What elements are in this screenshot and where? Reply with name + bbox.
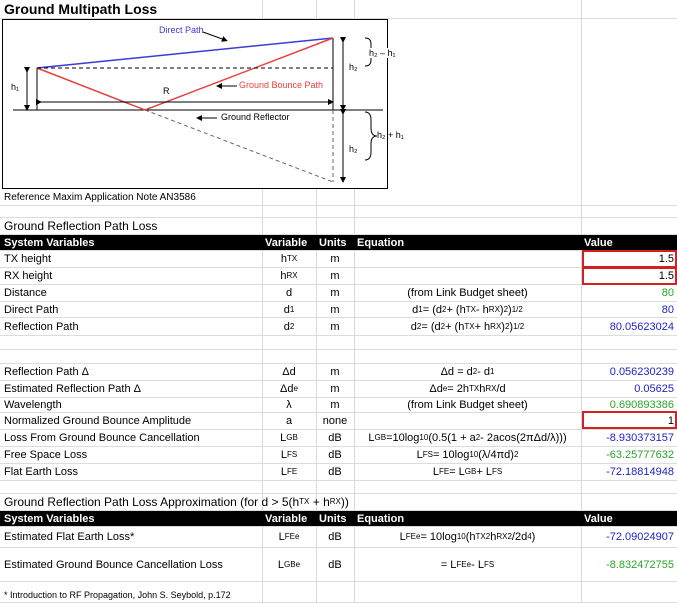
variable-value: 0.690893386 — [609, 399, 674, 411]
section2-title: Ground Reflection Path Loss Approximation (for d > 5(h TX + h RX )) — [4, 495, 349, 509]
variable-symbol: d — [285, 287, 293, 299]
header-system-variables: System Variables — [4, 512, 95, 525]
ground-reflector-label: Ground Reflector — [221, 112, 290, 122]
table-row — [0, 548, 677, 582]
footnote-row — [0, 588, 677, 603]
variable-equation: L FE = L GB + L FS — [432, 466, 503, 478]
variable-symbol: h RX — [280, 270, 298, 282]
variable-value[interactable]: 1.5 — [658, 270, 674, 282]
variable-symbol: d 1 — [283, 303, 295, 316]
variable-symbol: L FE — [280, 466, 298, 478]
section1-header-row — [0, 235, 677, 251]
ground-bounce-label: Ground Bounce Path — [239, 80, 324, 90]
variable-equation: (from Link Budget sheet) — [407, 287, 528, 299]
rx-height-input-box[interactable] — [582, 267, 677, 285]
variable-equation: d 2 = (d 2 + (h TX + h RX ) 2 ) 1/2 — [410, 320, 525, 333]
direct-path-label: Direct Path — [159, 25, 204, 35]
variable-value: -72.18814948 — [606, 466, 674, 478]
variable-unit: m — [330, 287, 340, 299]
tx-height-input-box[interactable] — [582, 250, 677, 268]
variable-value: -63.25777632 — [606, 449, 674, 461]
variable-equation: = L FEe - L FS — [440, 558, 495, 571]
variable-symbol: a — [285, 415, 293, 427]
header-equation: Equation — [357, 236, 405, 249]
table-row — [0, 285, 677, 302]
variable-equation: (from Link Budget sheet) — [407, 399, 528, 411]
variable-unit: m — [330, 366, 340, 378]
variable-name: RX height — [4, 270, 53, 282]
header-units: Units — [319, 236, 347, 249]
table-row — [0, 381, 677, 398]
sheet-title: Ground Multipath Loss — [4, 1, 158, 17]
variable-unit: m — [330, 320, 340, 333]
variable-symbol: L GBe — [277, 558, 301, 571]
title-row — [0, 0, 677, 19]
reference-note: Reference Maxim Application Note AN3586 — [4, 192, 196, 203]
header-equation: Equation — [357, 512, 405, 525]
section2-title-row — [0, 494, 677, 511]
variable-equation — [354, 413, 581, 429]
variable-symbol: L FS — [280, 449, 298, 461]
variable-equation — [354, 251, 581, 267]
variable-unit: dB — [328, 449, 342, 461]
variable-name: Normalized Ground Bounce Amplitude — [4, 415, 192, 427]
variable-value: -8.930373157 — [606, 432, 674, 444]
variable-name: Estimated Reflection Path Δ — [4, 383, 141, 395]
variable-value[interactable]: 1.5 — [658, 253, 674, 265]
variable-unit: m — [330, 399, 340, 411]
table-row — [0, 251, 677, 268]
variable-unit: m — [330, 383, 340, 395]
h2-image-label: h₂ — [349, 144, 358, 154]
variable-unit: m — [330, 253, 340, 265]
variable-symbol: λ — [286, 399, 292, 411]
r-label: R — [163, 86, 170, 96]
variable-symbol: h TX — [280, 253, 298, 265]
variable-equation: L GB =10log 10 (0.5(1 + a 2 - 2acos(2πΔd/λ))) — [368, 432, 567, 444]
variable-symbol: L FEe — [278, 531, 300, 543]
variable-symbol: L GB — [280, 432, 298, 444]
direct-path-pointer — [203, 32, 225, 40]
table-row — [0, 398, 677, 413]
ground-bounce-line — [37, 38, 333, 110]
variable-unit: dB — [328, 432, 342, 444]
spacer-row — [0, 206, 677, 218]
table-row — [0, 447, 677, 464]
variable-name: Flat Earth Loss — [4, 466, 78, 478]
variable-name: TX height — [4, 253, 52, 265]
variable-equation: d 1 = (d 2 + (h TX - h RX ) 2 ) 1/2 — [412, 303, 523, 316]
variable-unit: m — [330, 303, 340, 316]
brace-bottom — [365, 112, 377, 160]
multipath-diagram — [2, 19, 404, 189]
variable-value: -72.09024907 — [606, 531, 674, 543]
direct-path-line — [37, 38, 333, 68]
variable-value: 80 — [661, 303, 674, 316]
footnote: * Introduction to RF Propagation, John S. Seybold, p.172 — [4, 590, 231, 600]
variable-value[interactable]: 1 — [667, 415, 674, 427]
variable-name: Direct Path — [4, 303, 59, 316]
table-row — [0, 430, 677, 447]
header-variable: Variable — [265, 236, 308, 249]
h2-minus-h1-label: h₂ – h₁ — [369, 48, 396, 58]
variable-equation: Δd = d 2 - d 1 — [440, 366, 495, 378]
variable-symbol: Δd — [282, 366, 296, 378]
header-value: Value — [584, 236, 613, 249]
variable-value: 0.05625 — [634, 383, 674, 395]
variable-name: Reflection Path — [4, 320, 79, 333]
table-row — [0, 527, 677, 548]
variable-value: 80 — [661, 287, 674, 299]
table-row — [0, 268, 677, 285]
variable-name: Loss From Ground Bounce Cancellation — [4, 432, 200, 444]
table-row — [0, 364, 677, 381]
amplitude-input-box[interactable] — [582, 411, 677, 429]
variable-equation: Δd e = 2h TX h RX /d — [429, 383, 506, 395]
table-row — [0, 413, 677, 430]
table-row — [0, 318, 677, 336]
variable-symbol: Δd e — [280, 383, 298, 395]
section2-header-row — [0, 511, 677, 527]
h2-label: h₂ — [349, 62, 358, 72]
variable-unit: dB — [328, 466, 342, 478]
variable-equation: L FEe = 10log 10 (h TX 2 h RX 2 /2d 4 ) — [399, 531, 536, 543]
table-row — [0, 464, 677, 481]
header-value: Value — [584, 512, 613, 525]
spacer-row — [0, 336, 677, 350]
variable-name: Wavelength — [4, 399, 62, 411]
variable-unit: m — [330, 270, 340, 282]
multipath-diagram-svg — [3, 20, 389, 190]
variable-name: Estimated Ground Bounce Cancellation Loss — [4, 558, 223, 571]
variable-name: Estimated Flat Earth Loss* — [4, 531, 135, 543]
variable-equation — [354, 268, 581, 284]
header-variable: Variable — [265, 512, 308, 525]
spacer-row — [0, 350, 677, 364]
variable-name: Free Space Loss — [4, 449, 88, 461]
variable-name: Reflection Path Δ — [4, 366, 90, 378]
variable-unit: dB — [328, 558, 342, 571]
variable-symbol: d 2 — [283, 320, 295, 333]
h2-plus-h1-label: h₂ + h₁ — [377, 130, 404, 140]
header-system-variables: System Variables — [4, 236, 95, 249]
variable-name: Distance — [4, 287, 47, 299]
variable-value: 0.056230239 — [609, 366, 674, 378]
variable-value: -8.832472755 — [606, 558, 674, 571]
section1-title: Ground Reflection Path Loss — [4, 219, 158, 233]
reference-row — [0, 190, 677, 206]
variable-equation: L FS = 10log 10 (λ/4πd) 2 — [416, 449, 519, 461]
h1-label: h₁ — [11, 82, 20, 92]
header-units: Units — [319, 512, 347, 525]
variable-unit: none — [322, 415, 348, 427]
table-row — [0, 302, 677, 318]
section1-title-row — [0, 218, 677, 235]
spacer-row — [0, 481, 677, 494]
variable-value: 80.05623024 — [609, 320, 674, 333]
variable-unit: dB — [328, 531, 342, 543]
